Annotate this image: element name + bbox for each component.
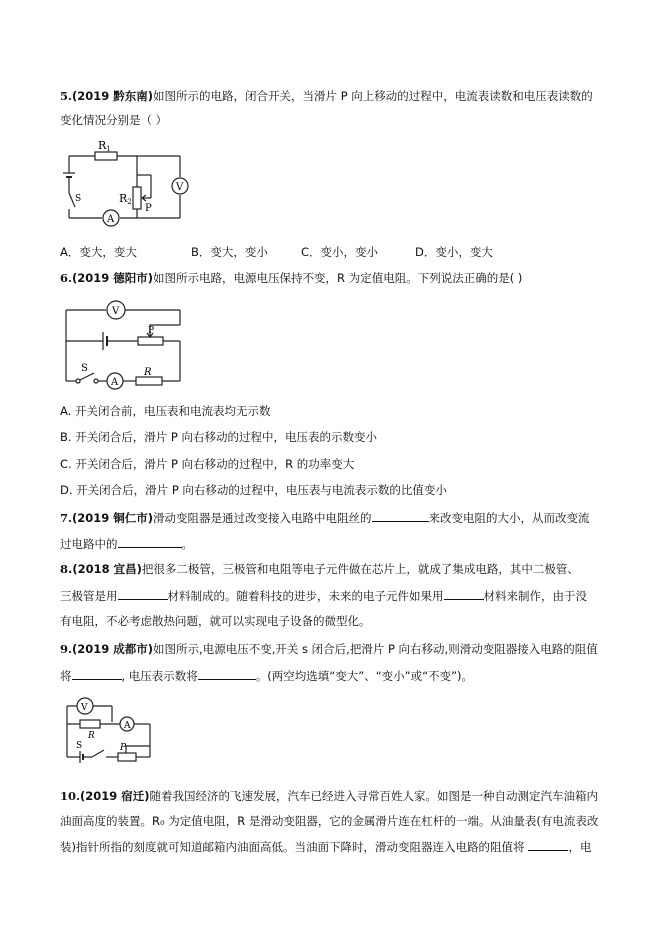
q6-voltmeter-label: V	[112, 306, 120, 317]
q6-ammeter-label: A	[111, 377, 119, 388]
q5-option-a: A．变大，变大	[60, 245, 137, 259]
q7-text-a2: 来改变电阻的大小，从而改变流	[428, 511, 590, 525]
q8-blank-2[interactable]	[444, 587, 484, 600]
q5-stem-line2	[60, 112, 167, 128]
q6-text-a: 如图所示电路，电源电压保持不变，R 为定值电阻。下列说法正确的是( )	[153, 271, 523, 285]
q5-ammeter-label: A	[107, 214, 115, 225]
q5-voltmeter-label: V	[176, 182, 184, 193]
q5-r1-label: R1	[98, 139, 111, 153]
q9-s-label: S	[76, 741, 83, 751]
q10-text-c2: ，电	[568, 840, 592, 854]
q5-p-label: P	[145, 203, 152, 214]
q5-option-b: B．变大，变小	[191, 245, 268, 259]
q6-source: (2019 德阳市)	[72, 271, 154, 285]
q10-text-a: 随着我国经济的飞速发展，汽车已经进入寻常百姓人家。如图是一种自动测定汽车油箱内	[149, 789, 599, 803]
q7-text-b2: 。	[181, 537, 193, 551]
q6-option-a: A. 开关闭合前，电压表和电流表均无示数	[60, 404, 271, 418]
q9-p-label: P	[120, 743, 127, 753]
q5-text-a: 如图所示的电路，闭合开关，当滑片 P 向上移动的过程中，电流表读数和电压表读数的	[153, 89, 593, 103]
q9-blank-1[interactable]	[72, 667, 122, 680]
q5-r2-label: R2	[119, 192, 132, 206]
q8-number: 8	[60, 562, 69, 576]
q6-option-d: D. 开关闭合后，滑片 P 向右移动的过程中，电压表与电流表示数的比值变小	[60, 483, 447, 497]
q10-source: (2019 宿迁)	[80, 789, 150, 803]
q5-source: (2019 黔东南)	[72, 89, 154, 103]
q9-text-a: 如图所示,电源电压不变,开关 s 闭合后,把滑片 P 向右移动,则滑动变阻器接入电路的阻值	[153, 642, 598, 656]
q6-number: 6.	[60, 271, 73, 285]
q10-stem-line3	[60, 838, 591, 855]
q8-source: .(2018 宜昌)	[68, 562, 142, 576]
q7-stem-line2	[60, 535, 193, 552]
q6-option-c: C. 开关闭合后，滑片 P 向右移动的过程中，R 的功率变大	[60, 457, 355, 471]
q9-r-label: R	[88, 731, 95, 741]
q5-text-b: 变化情况分别是（ ）	[60, 113, 168, 127]
q8-stem-line1	[60, 561, 579, 577]
q10-stem-line1	[60, 788, 598, 804]
q9-text-b1: 将	[60, 669, 72, 683]
q9-stem-line2	[60, 667, 473, 684]
q10-stem-line2: 油面高度的装置。R₀ 为定值电阻，R 是滑动变阻器，它的金属滑片连在杠杆的一端。从油量表(有电流表改	[60, 814, 599, 828]
q5-option-c: C．变小，变小	[301, 245, 379, 259]
q10-number: 10.	[60, 789, 81, 803]
q5-number: 5.	[60, 89, 73, 103]
q7-text-a1: 滑动变阻器是通过改变接入电路中电阻丝的	[153, 511, 372, 525]
q9-text-b2: , 电压表示数将	[121, 669, 198, 683]
q5-stem-line1	[60, 88, 593, 104]
q7-text-b1: 过电路中的	[60, 537, 118, 551]
q6-stem-line1	[60, 270, 522, 286]
q8-stem-line2	[60, 587, 587, 604]
q8-text-b1: 三极管是用	[60, 589, 118, 603]
q8-text-b3: 材料来制作，由于没	[483, 589, 587, 603]
q8-text-a: 把很多二极管，三极管和电阻等电子元件做在芯片上，就成了集成电路，其中二极管、	[141, 562, 579, 576]
q5-options	[60, 244, 493, 260]
q7-number: 7.	[60, 511, 73, 525]
q7-blank-1[interactable]	[372, 509, 429, 522]
q9-text-b3: 。(两空均选填“变大”、“变小”或“不变”)。	[255, 669, 474, 683]
q7-source: (2019 铜仁市)	[72, 511, 154, 525]
q6-p-label: P	[148, 326, 155, 336]
q5-option-d: D．变小，变大	[415, 245, 493, 259]
q10-blank-1[interactable]	[528, 838, 568, 851]
q9-number: 9.	[60, 642, 73, 656]
q8-text-b2: 材料制成的。随着科技的进步，未来的电子元件如果用	[167, 589, 444, 603]
q9-voltmeter-label: V	[81, 703, 88, 713]
q9-circuit-diagram	[62, 692, 162, 764]
q9-ammeter-label: A	[124, 721, 131, 731]
q6-option-b: B. 开关闭合后，滑片 P 向右移动的过程中，电压表的示数变小	[60, 430, 377, 444]
q9-source: (2019 成都市)	[72, 642, 154, 656]
q8-stem-line3: 有电阻，不必考虑散热问题，就可以实现电子设备的微型化。	[60, 614, 371, 628]
q5-s-label: S	[75, 194, 82, 204]
q9-blank-2[interactable]	[198, 667, 256, 680]
q6-r-label: R	[144, 367, 152, 378]
q6-s-label: S	[81, 363, 88, 374]
q6-circuit-diagram	[58, 296, 188, 390]
q7-blank-2[interactable]	[118, 535, 182, 548]
q8-blank-1[interactable]	[118, 587, 168, 600]
q7-stem-line1	[60, 509, 590, 526]
q10-text-c1: 装)指针所指的刻度就可知道邮箱内油面高低。当油面下降时，滑动变阻器连入电路的阻值将	[60, 840, 525, 854]
q9-stem-line1	[60, 641, 598, 657]
q5-circuit-diagram	[55, 135, 225, 240]
